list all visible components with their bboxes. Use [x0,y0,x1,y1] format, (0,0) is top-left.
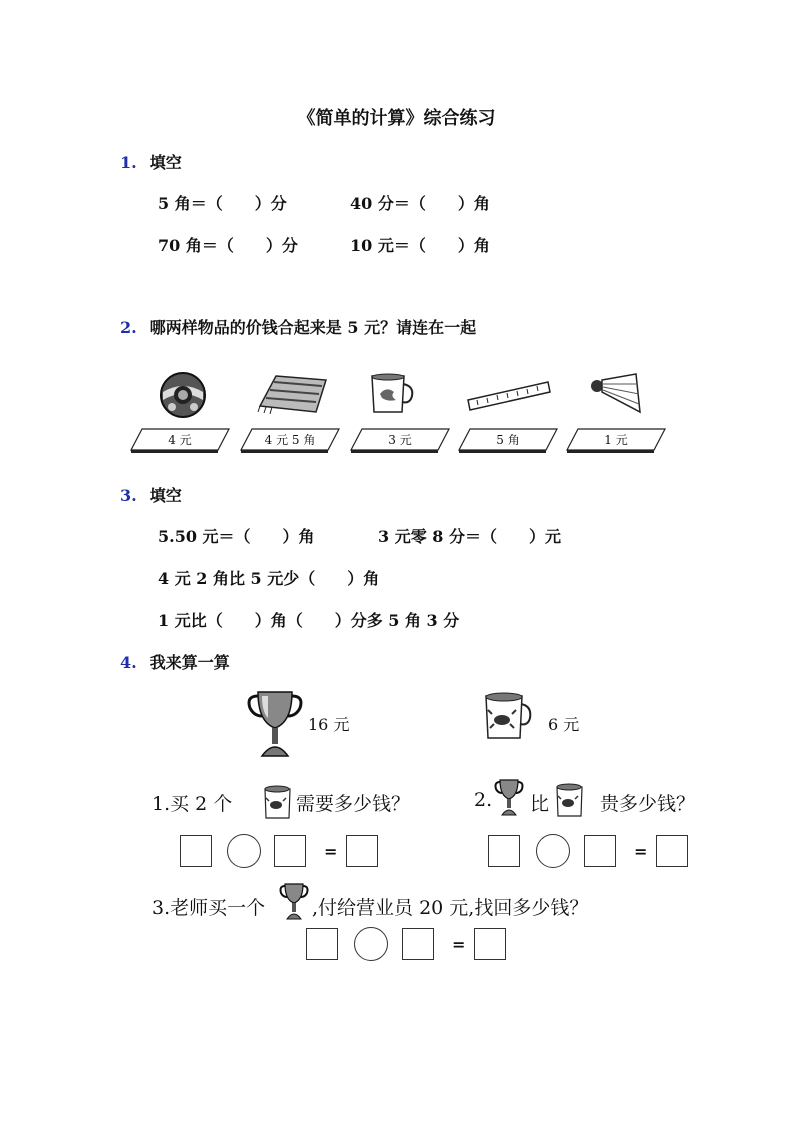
sub3-text-b: ,付给营业员 20 元,找回多少钱？ [312,897,589,919]
sub2-text-b: 比 [530,793,550,815]
equals-sign: = [324,842,338,861]
question-number: 1. [120,153,137,172]
answer-box[interactable] [584,835,616,867]
page-title: 《简单的计算》综合练习 [297,108,496,129]
q3-line1-b: 3 元零 8 分＝（ ）元 [378,527,561,546]
question-title: 我来算一算 [149,653,230,672]
price-label: 5 角 [496,433,520,447]
q1-line2-a: 70 角＝（ ）分 [158,236,298,255]
ball-icon [158,370,208,420]
question-number: 2. [120,318,137,337]
rug-icon [256,372,336,418]
sub3-text-a: 3.老师买一个 [152,897,266,919]
question-4-header [120,650,230,673]
trophy-icon [278,882,310,922]
equals-sign: = [452,935,466,954]
mug-icon [366,372,416,416]
trophy-price: 16 元 [308,715,350,734]
shuttlecock-icon [588,372,644,416]
trophy-icon [494,778,524,818]
q1-line1-a: 5 角＝（ ）分 [158,194,287,213]
sub2-text-c: 贵多少钱？ [600,793,696,815]
price-tag [240,428,340,454]
price-tag [566,428,666,454]
q1-line2-b: 10 元＝（ ）角 [350,236,490,255]
price-tag [130,428,230,454]
answer-box[interactable] [346,835,378,867]
crab-mug-icon [482,690,532,742]
answer-box[interactable] [306,928,338,960]
price-tag [458,428,558,454]
question-number: 3. [120,486,137,505]
sub1-text-b: 需要多少钱？ [296,793,411,815]
q3-line2: 4 元 2 角比 5 元少（ ）角 [158,569,380,588]
answer-box[interactable] [474,928,506,960]
q3-line1-a: 5.50 元＝（ ）角 [158,527,315,546]
answer-box[interactable] [656,835,688,867]
equals-sign: = [634,842,648,861]
price-label: 3 元 [388,433,412,447]
price-tag [350,428,450,454]
question-1-header [120,150,182,173]
question-title: 填空 [149,486,182,505]
price-label: 4 元 5 角 [264,433,316,447]
question-2-header [120,315,476,338]
operator-circle[interactable] [354,927,388,961]
price-label: 4 元 [168,433,192,447]
trophy-icon [246,688,304,762]
answer-box[interactable] [180,835,212,867]
operator-circle[interactable] [227,834,261,868]
question-title: 填空 [149,153,182,172]
ruler-icon [466,378,552,414]
q1-line1-b: 40 分＝（ ）角 [350,194,490,213]
crab-mug-icon [262,784,296,822]
question-title: 哪两样物品的价钱合起来是 5 元？请连在一起 [149,318,477,337]
q3-line3: 1 元比（ ）角（ ）分多 5 角 3 分 [158,611,460,630]
operator-circle[interactable] [536,834,570,868]
answer-box[interactable] [488,835,520,867]
question-3-header [120,483,182,506]
question-number: 4. [120,653,137,672]
answer-box[interactable] [274,835,306,867]
sub1-text-a: 1.买 2 个 [152,793,233,815]
answer-box[interactable] [402,928,434,960]
mug-price: 6 元 [548,715,580,734]
crab-mug-icon [554,782,588,820]
price-label: 1 元 [604,433,628,447]
sub2-text-a: 2. [474,789,493,811]
